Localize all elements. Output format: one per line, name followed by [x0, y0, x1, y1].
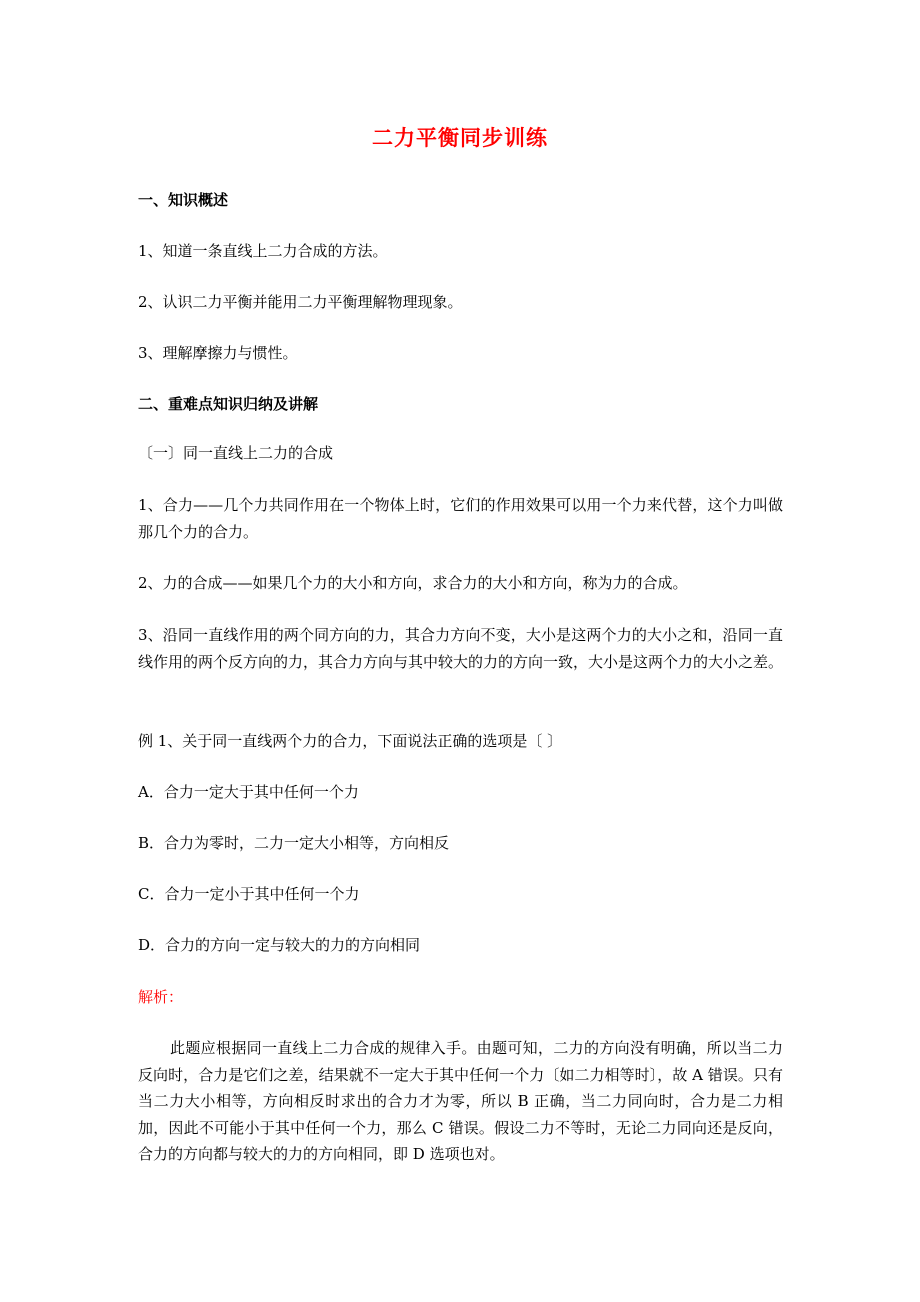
example-option-a: A．合力一定大于其中任何一个力 — [138, 783, 359, 801]
section-heading-key-points: 二、重难点知识归纳及讲解 — [138, 395, 319, 413]
document-title: 二力平衡同步训练 — [372, 125, 548, 150]
subsection-heading: 〔一〕同一直线上二力的合成 — [138, 444, 334, 462]
example-question: 例 1、关于同一直线两个力的合力，下面说法正确的选项是〔 〕 — [138, 732, 563, 750]
overview-item-3: 3、理解摩擦力与惯性。 — [138, 344, 298, 362]
example-option-d: D．合力的方向一定与较大的力的方向相同 — [138, 936, 421, 954]
analysis-label: 解析： — [138, 988, 184, 1006]
analysis-text: 此题应根据同一直线上二力合成的规律入手。由题可知，二力的方向没有明确，所以当二力反向时，合力是它们之差，结果就不一定大于其中任何一个力〔如二力相等时〕，故 A 错误。只有当二力大小相等，方向相反时求出的合力才为零，所以 B 正确，当二力同向时，合力是二力相加，因此不可能小于其中任何一个力，那么 C 错误。假设二力不等时，无论二力同向还是反向，合力的方向都与较大的力的方向相同，即 D 选项也对。 — [138, 1039, 783, 1163]
overview-item-1: 1、知道一条直线上二力合成的方法。 — [138, 242, 388, 260]
key-point-2: 2、力的合成——如果几个力的大小和方向，求合力的大小和方向，称为力的合成。 — [138, 574, 688, 592]
example-option-b: B．合力为零时，二力一定大小相等，方向相反 — [138, 834, 450, 852]
example-option-c: C．合力一定小于其中任何一个力 — [138, 885, 360, 903]
overview-item-2: 2、认识二力平衡并能用二力平衡理解物理现象。 — [138, 293, 463, 311]
section-heading-overview: 一、知识概述 — [138, 191, 229, 209]
key-point-3: 3、沿同一直线作用的两个同方向的力，其合力方向不变，大小是这两个力的大小之和，沿同一直线作用的两个反方向的力，其合力方向与其中较大的力的方向一致，大小是这两个力的大小之差。 — [138, 626, 784, 671]
key-point-1: 1、合力——几个力共同作用在一个物体上时，它们的作用效果可以用一个力来代替，这个力叫做那几个力的合力。 — [138, 496, 783, 541]
